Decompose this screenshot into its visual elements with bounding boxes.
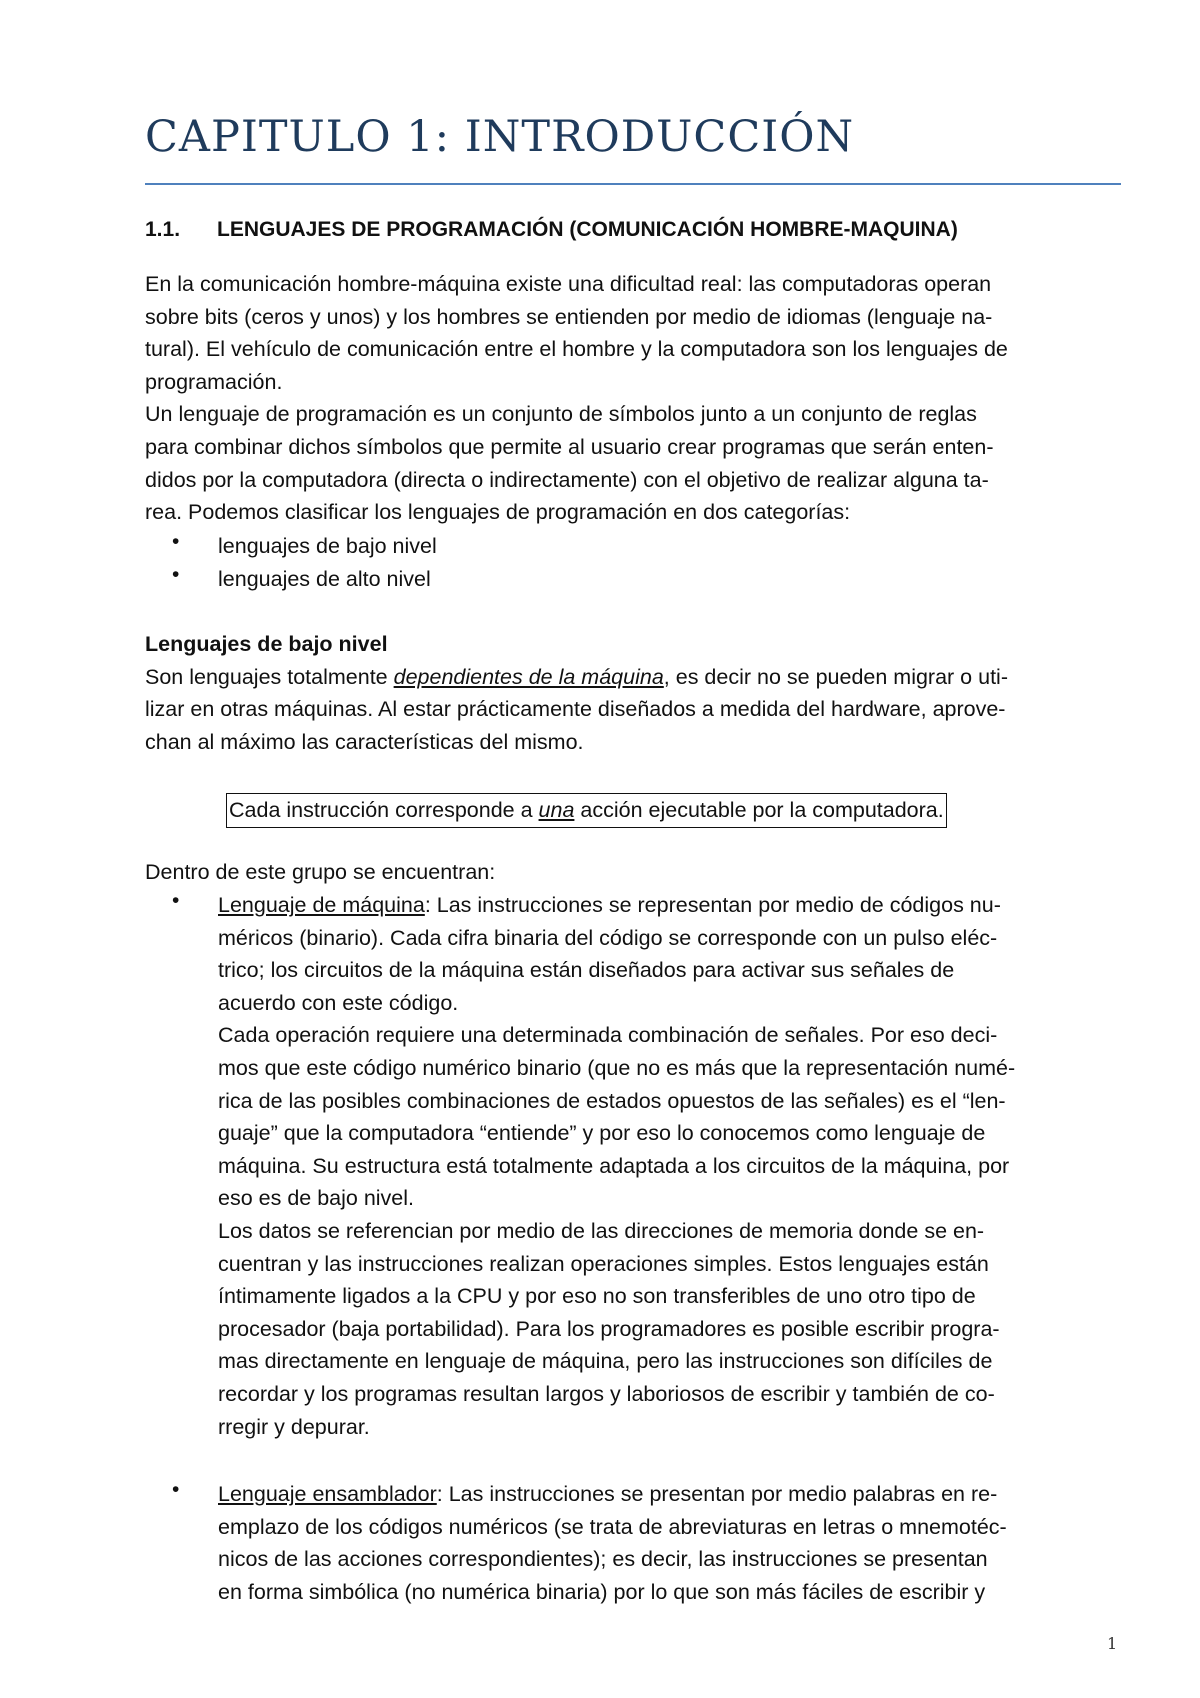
text-line: chan al máximo las características del mismo. — [145, 729, 584, 754]
text-segment: Son lenguajes totalmente — [145, 664, 394, 689]
category-item: lenguajes de bajo nivel — [218, 534, 437, 558]
text-segment: Cada instrucción corresponde a — [229, 798, 539, 822]
machine-language-label: Lenguaje de máquina — [218, 893, 425, 917]
text-line: acuerdo con este código. — [218, 990, 459, 1015]
category-item: lenguajes de alto nivel — [218, 567, 431, 591]
text-line: recordar y los programas resultan largos y laboriosos de escribir y también de co- — [218, 1381, 995, 1406]
text-line: cuentran y las instrucciones realizan operaciones simples. Estos lenguajes están — [218, 1251, 989, 1276]
text-line: lizar en otras máquinas. Al estar prácticamente diseñados a medida del hardware, aprove- — [145, 697, 1006, 722]
text-line: para combinar dichos símbolos que permite al usuario crear programas que serán enten- — [145, 434, 994, 459]
bullet-dot: • — [172, 1478, 180, 1501]
bullet-dot: • — [172, 889, 180, 912]
title-underline-rule — [145, 183, 1121, 185]
text-line: sobre bits (ceros y unos) y los hombres se entienden por medio de idiomas (lenguaje na- — [145, 304, 993, 329]
boxed-statement — [226, 793, 947, 828]
low-level-heading: Lenguajes de bajo nivel — [145, 632, 388, 656]
text-line: Dentro de este grupo se encuentran: — [145, 860, 496, 884]
text-line: rregir y depurar. — [218, 1414, 370, 1439]
text-line: En la comunicación hombre-máquina existe una dificultad real: las computadoras operan — [145, 272, 992, 296]
machine-language-item — [218, 889, 1138, 1443]
bullet-dot: • — [172, 563, 180, 586]
text-line: Los datos se referencian por medio de las direcciones de memoria donde se en- — [218, 1218, 985, 1243]
text-line: rica de las posibles combinaciones de estados opuestos de las señales) es el “len- — [218, 1088, 1006, 1113]
text-segment: : Las instrucciones se presentan por medio palabras en re- — [436, 1482, 998, 1506]
text-segment: acción ejecutable por la computadora. — [574, 798, 944, 822]
text-line: programación. — [145, 369, 283, 394]
text-line: tural). El vehículo de comunicación entre el hombre y la computadora son los lenguajes de — [145, 337, 1008, 362]
emphasis-text: dependientes de la máquina — [393, 664, 664, 689]
text-line: rea. Podemos clasificar los lenguajes de programación en dos categorías: — [145, 500, 851, 525]
text-line: eso es de bajo nivel. — [218, 1186, 415, 1211]
text-line: íntimamente ligados a la CPU y por eso no son transferibles de uno otro tipo de — [218, 1284, 976, 1309]
text-line: máquina. Su estructura está totalmente adaptada a los circuitos de la máquina, por — [218, 1153, 1010, 1178]
text-line: procesador (baja portabilidad). Para los programadores es posible escribir progra- — [218, 1316, 1000, 1341]
text-line: mos que este código numérico binario (que no es más que la representación numé- — [218, 1055, 1016, 1080]
emphasis-text: una — [538, 798, 575, 822]
text-line: guaje” que la computadora “entiende” y por eso lo conocemos como lenguaje de — [218, 1121, 986, 1146]
section-number: 1.1. — [145, 218, 181, 241]
page-number: 1 — [1107, 1634, 1118, 1653]
text-line: Un lenguaje de programación es un conjunto de símbolos junto a un conjunto de reglas — [145, 402, 977, 427]
group-intro — [145, 856, 1130, 889]
text-line: Cada operación requiere una determinada combinación de señales. Por eso deci- — [218, 1023, 998, 1048]
text-line: nicos de las acciones correspondientes); es decir, las instrucciones se presentan — [218, 1547, 988, 1572]
text-line: méricos (binario). Cada cifra binaria del código se corresponde con un pulso eléc- — [218, 925, 998, 950]
text-line — [218, 889, 1138, 922]
bullet-dot: • — [172, 530, 180, 553]
text-line — [218, 1478, 1138, 1511]
low-level-section — [145, 628, 1130, 758]
intro-paragraph — [145, 268, 1130, 529]
text-line: trico; los circuitos de la máquina están diseñados para activar sus señales de — [218, 958, 955, 983]
text-line: didos por la computadora (directa o indirectamente) con el objetivo de realizar alguna ta- — [145, 467, 989, 492]
text-segment: , es decir no se pueden migrar o uti- — [663, 664, 1008, 689]
text-segment: : Las instrucciones se representan por medio de códigos nu- — [424, 893, 1001, 917]
text-line: en forma simbólica (no numérica binaria) por lo que son más fáciles de escribir y — [218, 1579, 986, 1604]
assembler-label: Lenguaje ensamblador — [218, 1482, 437, 1506]
text-line: mas directamente en lenguaje de máquina, pero las instrucciones son difíciles de — [218, 1349, 993, 1374]
section-heading — [145, 218, 958, 242]
chapter-title: CAPITULO 1: INTRODUCCIÓN — [145, 112, 855, 162]
text-line — [145, 661, 1130, 694]
assembler-item — [218, 1478, 1138, 1608]
section-title: LENGUAJES DE PROGRAMACIÓN (COMUNICACIÓN HOMBRE-MAQUINA) — [217, 218, 958, 241]
text-line: emplazo de los códigos numéricos (se trata de abreviaturas en letras o mnemotéc- — [218, 1514, 1007, 1539]
